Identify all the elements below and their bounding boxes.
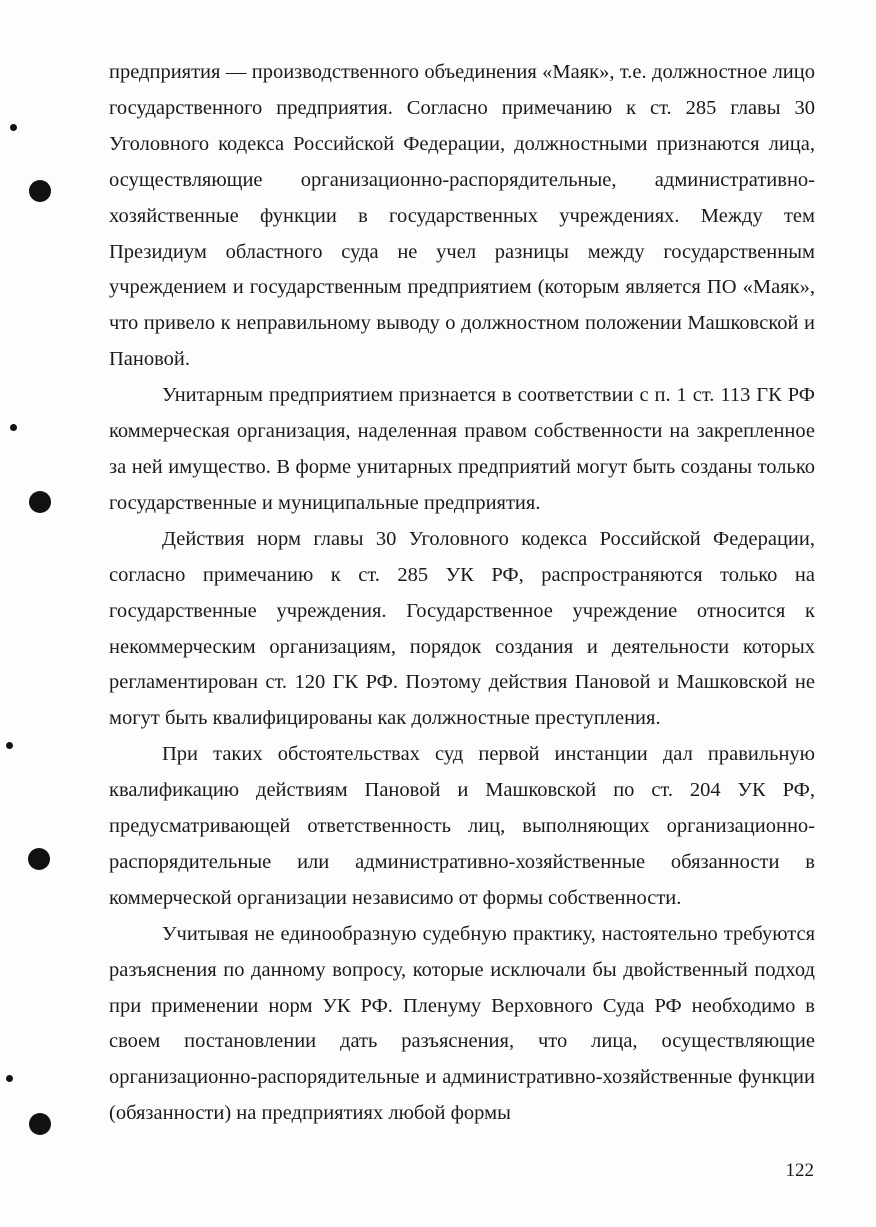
paragraph: Унитарным предприятием признается в соответствии с п. 1 ст. 113 ГК РФ коммерческая организация, наделенная правом собственности на закрепленное за ней имущество. В форме унитарных предприятий могут быть созданы только государственные и муниципальные предприятия.: [109, 384, 815, 514]
document-body: [109, 55, 815, 1132]
paragraph: Действия норм главы 30 Уголовного кодекса Российской Федерации, согласно примечанию к ст. 285 УК РФ, распространяются только на государственные учреждения. Государственное учреждение относится к некоммерческим организациям, порядок создания и деятельности которых регламентирован ст. 120 ГК РФ. Поэтому действия Пановой и Машковской не могут быть квалифицированы как должностные преступления.: [109, 527, 815, 730]
punch-hole: [29, 491, 51, 513]
punch-hole-mark: [6, 742, 13, 749]
paragraph: При таких обстоятельствах суд первой инстанции дал правильную квалификацию действиям Пановой и Машковской по ст. 204 УК РФ, предусматривающей ответственность лиц, выполняющих организационно-распорядительные или административно-хозяйственные обязанности в коммерческой организации независимо от формы собственности.: [109, 743, 815, 909]
punch-hole: [29, 180, 51, 202]
page-number: 122: [785, 1160, 814, 1181]
paragraph-continued: предприятия — производственного объединения «Маяк», т.е. должностное лицо государственного предприятия. Согласно примечанию к ст. 285 главы 30 Уголовного кодекса Российской Федерации, должностными признаются лица, осуществляющие организационно-распорядительные, административно-хозяйственные функции в государственных учреждениях. Между тем Президиум областного суда не учел разницы между государственным учреждением и государственным предприятием (которым является ПО «Маяк», что привело к неправильному выводу о должностном положении Машковской и Пановой.: [109, 61, 815, 371]
paragraph: Учитывая не единообразную судебную практику, настоятельно требуются разъяснения по данному вопросу, которые исключали бы двойственный подход при применении норм УК РФ. Пленуму Верховного Суда РФ необходимо в своем постановлении дать разъяснения, что лица, осуществляющие организационно-распорядительные и административно-хозяйственные функции (обязанности) на предприятиях любой формы: [109, 922, 815, 1125]
punch-hole: [28, 848, 50, 870]
punch-hole-mark: [10, 124, 17, 131]
punch-hole: [29, 1113, 51, 1135]
punch-hole-mark: [6, 1075, 13, 1082]
punch-hole-mark: [10, 424, 17, 431]
